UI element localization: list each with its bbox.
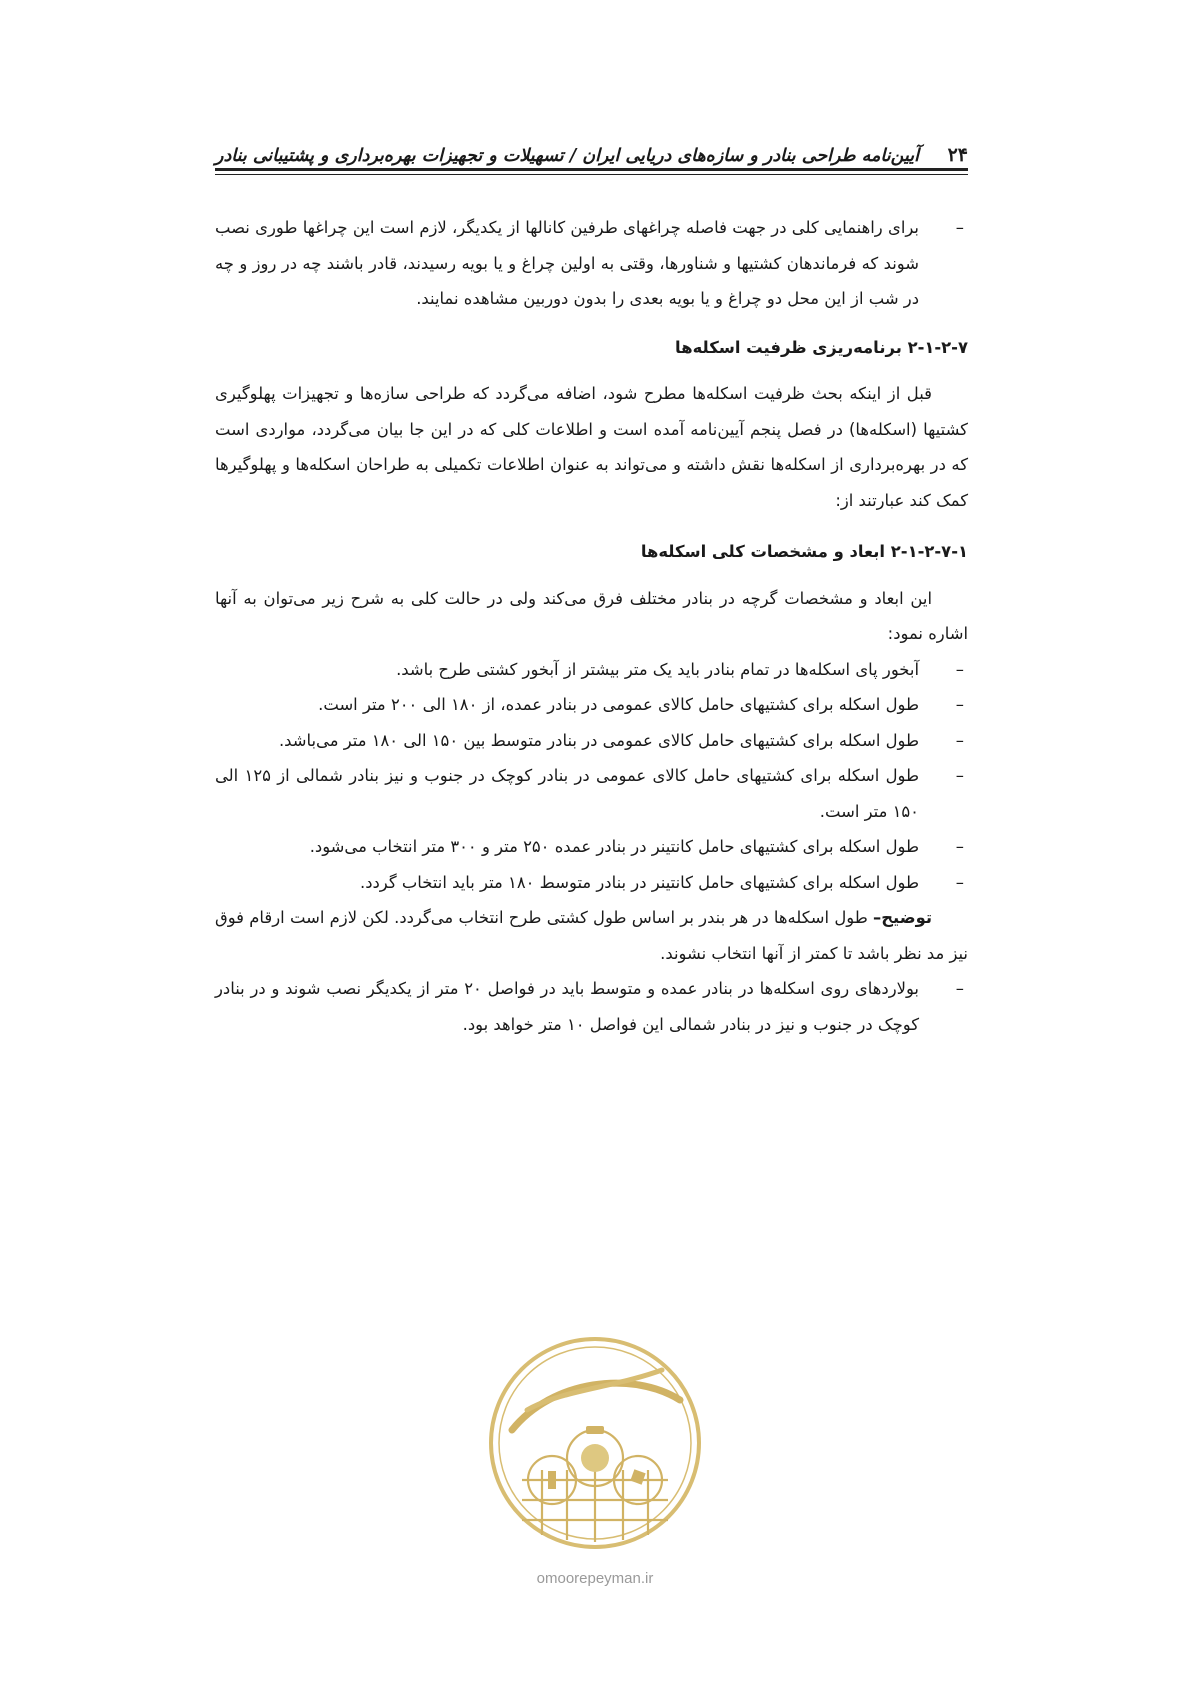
watermark-seal-logo	[482, 1330, 708, 1556]
header-rule-thick	[215, 168, 968, 171]
intro-bullet: – برای راهنمایی کلی در جهت فاصله چراغهای طرفین کانالها از یکدیگر، لازم است این چراغها طوری نصب شوند که فرماندهان کشتیها و شناورها، وقتی به اولین چراغ و یا بویه رسیدند، قادر باشند چه در روز و چه در شب از این محل دو چراغ و یا بویه بعدی را بدون دوربین مشاهده نمایند.	[215, 210, 968, 317]
list-item: – طول اسکله برای کشتیهای حامل کالای عمومی در بنادر عمده، از ۱۸۰ الی ۲۰۰ متر است.	[318, 695, 964, 714]
list-item: – طول اسکله برای کشتیهای حامل کانتینر در بنادر عمده ۲۵۰ متر و ۳۰۰ متر انتخاب می‌شود.	[309, 837, 964, 856]
section-paragraph: قبل از اینکه بحث ظرفیت اسکله‌ها مطرح شود، اضافه می‌گردد که طراحی سازه‌ها و تجهیزات پهلوگیری کشتیها (اسکله‌ها) در فصل پنجم آیین‌نامه آمده است و اطلاعات کلی که در این جا بیان می‌گردد، مواردی است که در بهره‌برداری از اسکله‌ها نقش داشته و می‌تواند به عنوان اطلاعات تکمیلی به طراحان اسکله‌ها و پهلوگیرها کمک کند عبارتند از:	[215, 384, 968, 510]
bullet-dash: –	[955, 218, 964, 237]
header-rule-thin	[215, 174, 968, 175]
list-item: – طول اسکله برای کشتیهای حامل کانتینر در بنادر متوسط ۱۸۰ متر باید انتخاب گردد.	[359, 872, 964, 892]
list-item: – طول اسکله برای کشتیهای حامل کالای عمومی در بنادر کوچک در جنوب و نیز بنادر شمالی از ۱۲۵ الی ۱۵۰ متر است.	[215, 766, 964, 821]
watermark-website: omoorepeyman.ir	[536, 1570, 654, 1587]
body-text	[215, 210, 968, 1042]
subsection-heading: ۲-۱-۲-۷-۱ ابعاد و مشخصات کلی اسکله‌ها	[640, 542, 968, 561]
note-label: توضیح–	[873, 908, 932, 927]
list-item: – بولاردهای روی اسکله‌ها در بنادر عمده و متوسط باید در فواصل ۲۰ متر از یکدیگر نصب شوند و در بنادر کوچک در جنوب و نیز در بنادر شمالی این فواصل ۱۰ متر خواهد بود.	[215, 979, 964, 1034]
section-heading: ۲-۱-۲-۷ برنامه‌ریزی ظرفیت اسکله‌ها	[675, 337, 968, 357]
list-item: – طول اسکله برای کشتیهای حامل کالای عمومی در بنادر متوسط بین ۱۵۰ الی ۱۸۰ متر می‌باشد.	[278, 730, 964, 750]
header-title: آیین‌نامه طراحی بنادر و سازه‌های دریایی ایران / تسهیلات و تجهیزات بهره‌برداری و پشتیبانی بنادر	[215, 146, 919, 166]
running-header	[215, 126, 968, 166]
note-text: طول اسکله‌ها در هر بندر بر اساس طول کشتی طرح انتخاب می‌گردد. لکن لازم است ارقام فوق نیز مد نظر باشد تا کمتر از آنها انتخاب نشوند.	[215, 908, 968, 963]
subsection-paragraph: این ابعاد و مشخصات گرچه در بنادر مختلف فرق می‌کند ولی در حالت کلی به شرح زیر می‌توان به آنها اشاره نمود:	[215, 588, 968, 643]
page-number: ۲۴	[947, 144, 968, 166]
note-paragraph	[215, 900, 968, 971]
list-item: – آبخور پای اسکله‌ها در تمام بنادر باید یک متر بیشتر از آبخور کشتی طرح باشد.	[396, 659, 964, 679]
